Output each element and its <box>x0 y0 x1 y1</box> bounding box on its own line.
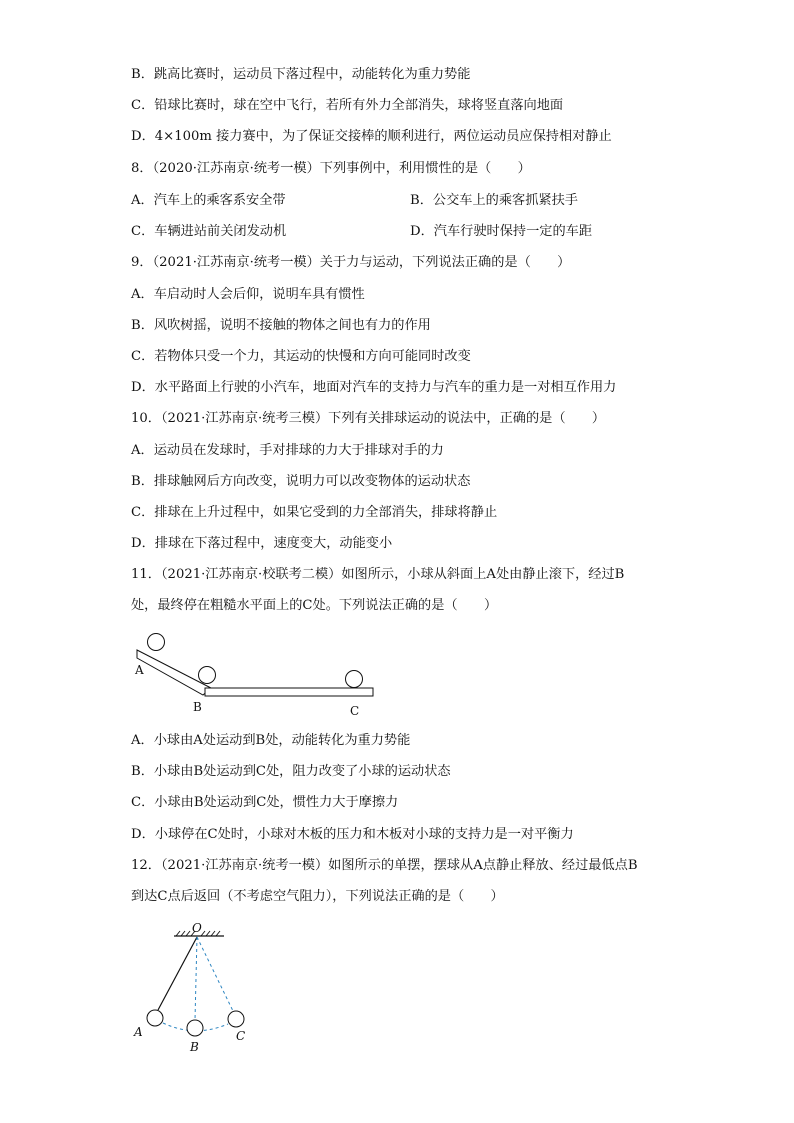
q11-option-b: B．小球由B处运动到C处，阻力改变了小球的运动状态 <box>131 764 451 779</box>
q7-option-c: C．铅球比赛时，球在空中飞行，若所有外力全部消失，球将竖直落向地面 <box>131 98 564 113</box>
q8-option-d: D．汽车行驶时保持一定的车距 <box>410 224 593 239</box>
incline-figure <box>125 628 385 720</box>
q9-option-a: A．车启动时人会后仰，说明车具有惯性 <box>131 287 365 302</box>
ball-a <box>148 634 165 651</box>
q11-stem-line2: 处，最终停在粗糙水平面上的C处。下列说法正确的是（ ） <box>131 598 498 613</box>
q10-option-b: B．排球触网后方向改变，说明力可以改变物体的运动状态 <box>131 474 471 489</box>
string-c-dashed <box>197 937 233 1011</box>
ball-b <box>199 667 216 684</box>
q8-option-a: A．汽车上的乘客系安全带 <box>131 193 286 208</box>
bob-a <box>147 1010 163 1026</box>
label-b: B <box>190 1040 199 1054</box>
string-b-dashed <box>195 937 197 1020</box>
q9-option-d: D．水平路面上行驶的小汽车，地面对汽车的支持力与汽车的重力是一对相互作用力 <box>131 380 617 395</box>
q10-stem: 10．（2021·江苏南京·统考三模）下列有关排球运动的说法中，正确的是（ ） <box>131 411 606 426</box>
label-c: C <box>350 704 360 718</box>
q7-option-d: D．4×100m 接力赛中，为了保证交接棒的顺利进行，两位运动员应保持相对静止 <box>131 129 612 144</box>
bob-c <box>228 1011 244 1027</box>
q7-option-b: B．跳高比赛时，运动员下落过程中，动能转化为重力势能 <box>131 67 471 82</box>
q11-option-d: D．小球停在C处时，小球对木板的压力和木板对小球的支持力是一对平衡力 <box>131 827 574 842</box>
q9-option-c: C．若物体只受一个力，其运动的快慢和方向可能同时改变 <box>131 349 471 364</box>
q11-option-a: A．小球由A处运动到B处，动能转化为重力势能 <box>131 733 411 748</box>
q8-option-b: B．公交车上的乘客抓紧扶手 <box>410 193 578 208</box>
string-a <box>158 937 197 1010</box>
q10-option-a: A．运动员在发球时，手对排球的力大于排球对手的力 <box>131 443 444 458</box>
q8-stem: 8．（2020·江苏南京·统考一模）下列事例中，利用惯性的是（ ） <box>131 161 531 176</box>
q11-stem-line1: 11．（2021·江苏南京·校联考二模）如图所示，小球从斜面上A处由静止滚下，经过B <box>131 567 625 582</box>
q12-stem-line1: 12．（2021·江苏南京·统考一模）如图所示的单摆，摆球从A点静止释放、经过最低点B <box>131 858 638 873</box>
label-a: A <box>134 1025 143 1039</box>
q10-option-d: D．排球在下落过程中，速度变大，动能变小 <box>131 536 393 551</box>
q12-stem-line2: 到达C点后返回（不考虑空气阻力），下列说法正确的是（ ） <box>131 889 504 904</box>
q8-option-c: C．车辆进站前关闭发动机 <box>131 224 287 239</box>
bob-b <box>187 1020 203 1036</box>
q11-option-c: C．小球由B处运动到C处，惯性力大于摩擦力 <box>131 795 399 810</box>
label-a: A <box>135 663 144 677</box>
q9-stem: 9．（2021·江苏南京·统考一模）关于力与运动，下列说法正确的是（ ） <box>131 255 571 270</box>
label-o: O <box>192 921 202 935</box>
q9-option-b: B．风吹树摇，说明不接触的物体之间也有力的作用 <box>131 318 431 333</box>
label-c: C <box>236 1029 246 1043</box>
horizontal-board <box>205 688 373 696</box>
label-b: B <box>193 700 202 714</box>
pendulum-figure <box>128 918 258 1056</box>
q10-option-c: C．排球在上升过程中，如果它受到的力全部消失，排球将静止 <box>131 505 498 520</box>
ball-c <box>346 671 363 688</box>
